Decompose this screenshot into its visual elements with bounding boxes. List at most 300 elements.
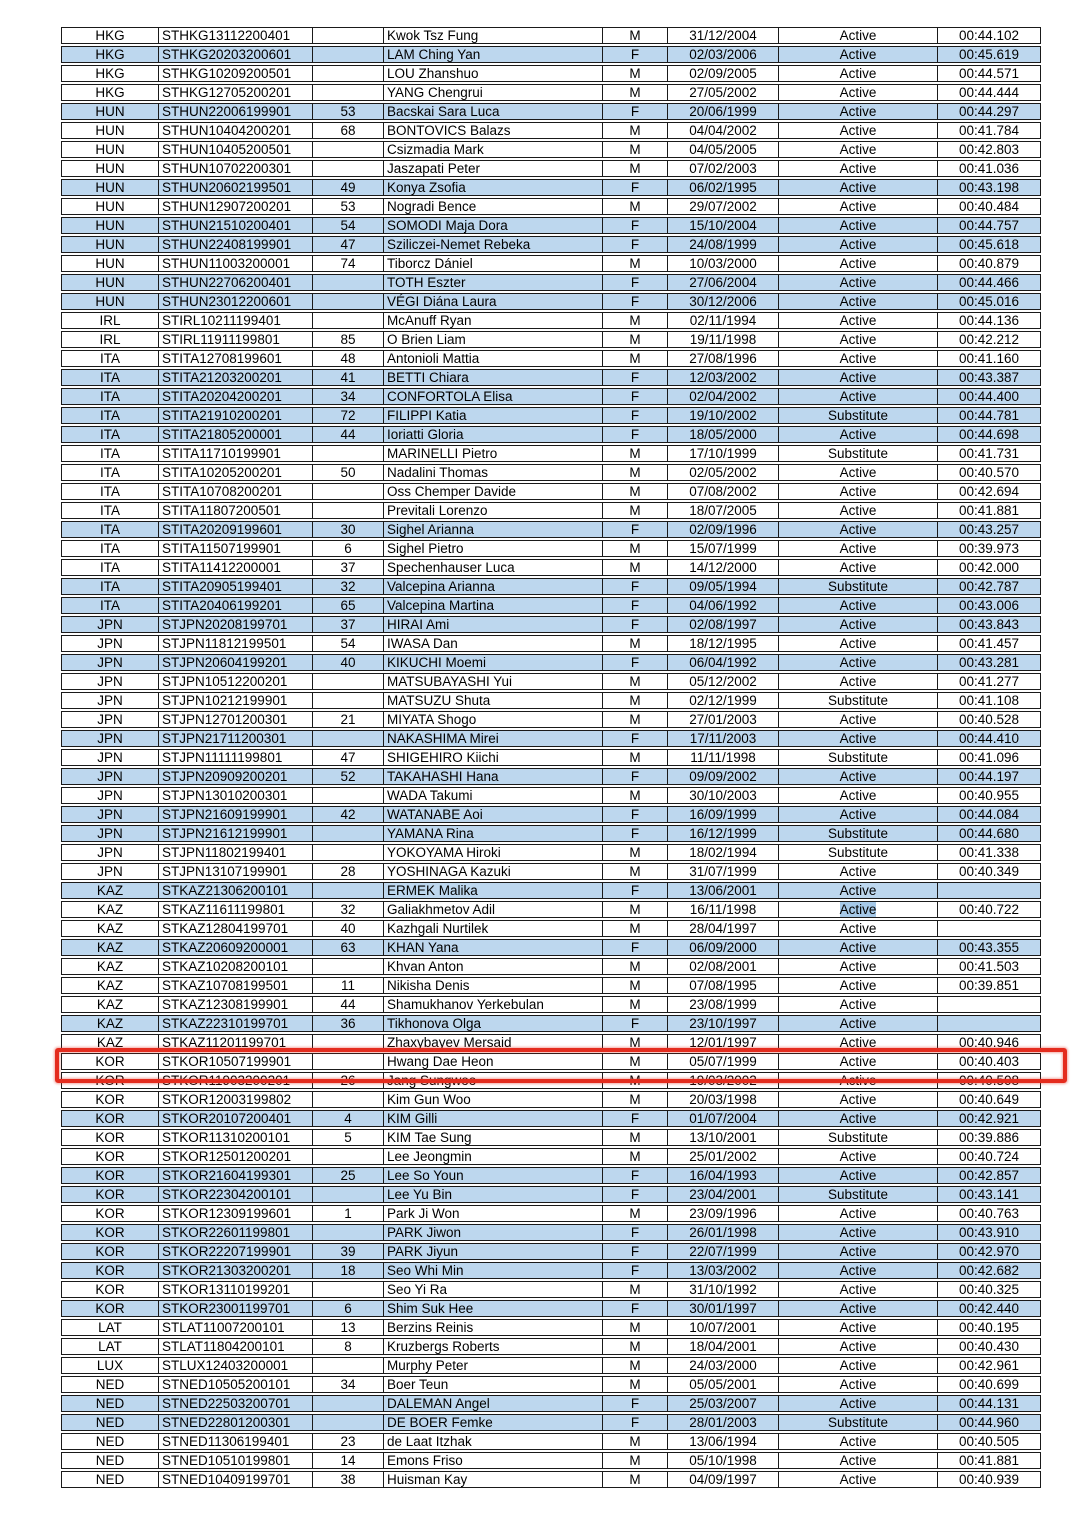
table-row: [61, 939, 1041, 956]
cell-time: 00:41.338: [937, 844, 1041, 861]
cell-gender: F: [602, 426, 667, 443]
cell-gender: F: [602, 1186, 667, 1203]
cell-bib: 34: [312, 1376, 383, 1393]
cell-country: NED: [61, 1433, 158, 1450]
table-row: [61, 1091, 1041, 1108]
cell-birthdate: 11/11/1998: [667, 749, 778, 766]
cell-country: LAT: [61, 1319, 158, 1336]
cell-gender: M: [602, 1034, 667, 1051]
cell-time: 00:43.387: [937, 369, 1041, 386]
cell-birthdate: 25/01/2002: [667, 1148, 778, 1165]
table-row: [61, 1072, 1041, 1089]
cell-gender: M: [602, 844, 667, 861]
cell-gender: F: [602, 1110, 667, 1127]
cell-bib: [312, 445, 383, 462]
cell-status: Active: [778, 464, 937, 481]
cell-gender: M: [602, 559, 667, 576]
cell-code: STHKG12705200201: [158, 84, 312, 101]
cell-name: Park Ji Won: [383, 1205, 602, 1222]
cell-birthdate: 09/05/1994: [667, 578, 778, 595]
cell-name: Oss Chemper Davide: [383, 483, 602, 500]
cell-bib: 18: [312, 1262, 383, 1279]
cell-time: 00:42.970: [937, 1243, 1041, 1260]
cell-name: VÉGI Diána Laura: [383, 293, 602, 310]
cell-country: HKG: [61, 46, 158, 63]
cell-name: Lee So Youn: [383, 1167, 602, 1184]
cell-gender: M: [602, 27, 667, 44]
cell-gender: M: [602, 1129, 667, 1146]
cell-code: STKOR12501200201: [158, 1148, 312, 1165]
cell-name: Kwok Tsz Fung: [383, 27, 602, 44]
cell-gender: M: [602, 350, 667, 367]
table-row: [61, 901, 1041, 918]
table-row: [61, 1015, 1041, 1032]
cell-status: Active: [778, 1091, 937, 1108]
cell-time: 00:39.851: [937, 977, 1041, 994]
cell-time: 00:43.355: [937, 939, 1041, 956]
cell-country: JPN: [61, 768, 158, 785]
cell-name: Lee Jeongmin: [383, 1148, 602, 1165]
cell-gender: F: [602, 578, 667, 595]
cell-code: STKOR22207199901: [158, 1243, 312, 1260]
cell-name: Kruzbergs Roberts: [383, 1338, 602, 1355]
cell-country: HKG: [61, 65, 158, 82]
cell-status: Active: [778, 1300, 937, 1317]
cell-status: Active: [778, 654, 937, 671]
cell-gender: M: [602, 1091, 667, 1108]
cell-name: de Laat Itzhak: [383, 1433, 602, 1450]
cell-gender: M: [602, 996, 667, 1013]
cell-gender: M: [602, 711, 667, 728]
cell-name: PARK Jiyun: [383, 1243, 602, 1260]
cell-bib: [312, 274, 383, 291]
cell-bib: [312, 27, 383, 44]
cell-birthdate: 02/09/1996: [667, 521, 778, 538]
cell-birthdate: 02/09/2005: [667, 65, 778, 82]
cell-gender: F: [602, 1262, 667, 1279]
table-row: [61, 1110, 1041, 1127]
cell-name: Boer Teun: [383, 1376, 602, 1393]
cell-name: TOTH Eszter: [383, 274, 602, 291]
cell-code: STHKG10209200501: [158, 65, 312, 82]
table-row: [61, 1148, 1041, 1165]
cell-time: 00:44.444: [937, 84, 1041, 101]
cell-bib: [312, 502, 383, 519]
cell-birthdate: 02/08/2001: [667, 958, 778, 975]
cell-country: ITA: [61, 540, 158, 557]
cell-country: KOR: [61, 1281, 158, 1298]
cell-time: 00:40.946: [937, 1034, 1041, 1051]
cell-gender: F: [602, 1414, 667, 1431]
cell-bib: [312, 825, 383, 842]
cell-code: STITA21910200201: [158, 407, 312, 424]
table-row: [61, 844, 1041, 861]
cell-code: STJPN21711200301: [158, 730, 312, 747]
cell-gender: F: [602, 103, 667, 120]
cell-bib: [312, 673, 383, 690]
cell-gender: F: [602, 388, 667, 405]
cell-status: Substitute: [778, 578, 937, 595]
cell-time: 00:40.699: [937, 1376, 1041, 1393]
cell-gender: M: [602, 1376, 667, 1393]
cell-code: STKAZ12804199701: [158, 920, 312, 937]
cell-birthdate: 27/08/1996: [667, 350, 778, 367]
cell-name: SHIGEHIRO Kiichi: [383, 749, 602, 766]
cell-name: Kim Gun Woo: [383, 1091, 602, 1108]
table-row: [61, 141, 1041, 158]
cell-status: Active: [778, 1015, 937, 1032]
cell-birthdate: 25/03/2007: [667, 1395, 778, 1412]
cell-birthdate: 30/01/1997: [667, 1300, 778, 1317]
cell-birthdate: 13/10/2001: [667, 1129, 778, 1146]
cell-time: 00:41.503: [937, 958, 1041, 975]
cell-code: STHUN12907200201: [158, 198, 312, 215]
cell-time: 00:44.131: [937, 1395, 1041, 1412]
cell-gender: M: [602, 1471, 667, 1488]
cell-name: TAKAHASHI Hana: [383, 768, 602, 785]
cell-code: STITA11412200001: [158, 559, 312, 576]
cell-name: DE BOER Femke: [383, 1414, 602, 1431]
cell-gender: F: [602, 1167, 667, 1184]
cell-time: 00:42.857: [937, 1167, 1041, 1184]
cell-country: ITA: [61, 350, 158, 367]
cell-gender: F: [602, 1243, 667, 1260]
cell-time: 00:45.619: [937, 46, 1041, 63]
cell-time: 00:44.400: [937, 388, 1041, 405]
cell-gender: M: [602, 198, 667, 215]
cell-code: STKOR23001199701: [158, 1300, 312, 1317]
cell-gender: M: [602, 787, 667, 804]
cell-name: Jang Sungwoo: [383, 1072, 602, 1089]
table-row: [61, 635, 1041, 652]
cell-time: 00:43.281: [937, 654, 1041, 671]
cell-name: Nogradi Bence: [383, 198, 602, 215]
cell-code: STKAZ20609200001: [158, 939, 312, 956]
cell-bib: 8: [312, 1338, 383, 1355]
cell-code: STKOR12003199802: [158, 1091, 312, 1108]
cell-gender: F: [602, 46, 667, 63]
cell-time: 00:42.694: [937, 483, 1041, 500]
cell-code: STLAT11007200101: [158, 1319, 312, 1336]
cell-birthdate: 22/07/1999: [667, 1243, 778, 1260]
cell-status: Active: [778, 616, 937, 633]
table-row: [61, 388, 1041, 405]
cell-birthdate: 27/05/2002: [667, 84, 778, 101]
cell-time: 00:45.618: [937, 236, 1041, 253]
cell-code: STITA21203200201: [158, 369, 312, 386]
table-row: [61, 559, 1041, 576]
cell-bib: 21: [312, 711, 383, 728]
cell-country: HKG: [61, 84, 158, 101]
cell-bib: 13: [312, 1319, 383, 1336]
cell-country: ITA: [61, 578, 158, 595]
table-row: [61, 426, 1041, 443]
cell-gender: M: [602, 160, 667, 177]
cell-bib: 26: [312, 1072, 383, 1089]
cell-gender: F: [602, 882, 667, 899]
cell-bib: 30: [312, 521, 383, 538]
table-row: [61, 1395, 1041, 1412]
table-row: [61, 1433, 1041, 1450]
cell-birthdate: 19/10/2002: [667, 407, 778, 424]
cell-bib: [312, 1395, 383, 1412]
cell-code: STITA20406199201: [158, 597, 312, 614]
cell-time: 00:44.466: [937, 274, 1041, 291]
table-row: [61, 1205, 1041, 1222]
cell-time: 00:43.843: [937, 616, 1041, 633]
cell-name: KIM Gilli: [383, 1110, 602, 1127]
cell-status: Active: [778, 255, 937, 272]
table-row: [61, 920, 1041, 937]
table-row: [61, 1129, 1041, 1146]
cell-status: Active: [778, 426, 937, 443]
cell-gender: M: [602, 1452, 667, 1469]
cell-country: HKG: [61, 27, 158, 44]
cell-name: Konya Zsofia: [383, 179, 602, 196]
cell-birthdate: 05/12/2002: [667, 673, 778, 690]
cell-name: Tiborcz Dániel: [383, 255, 602, 272]
cell-name: Khvan Anton: [383, 958, 602, 975]
cell-status: Active: [778, 730, 937, 747]
cell-birthdate: 16/04/1993: [667, 1167, 778, 1184]
cell-code: STHUN10702200301: [158, 160, 312, 177]
cell-bib: 40: [312, 654, 383, 671]
cell-code: STIRL11911199801: [158, 331, 312, 348]
cell-gender: F: [602, 1015, 667, 1032]
cell-code: STJPN20208199701: [158, 616, 312, 633]
cell-birthdate: 12/03/2002: [667, 369, 778, 386]
cell-status: Active: [778, 559, 937, 576]
cell-status: Active: [778, 1053, 937, 1070]
cell-code: STNED10510199801: [158, 1452, 312, 1469]
cell-status: Active: [778, 369, 937, 386]
cell-gender: M: [602, 977, 667, 994]
cell-time: 00:41.277: [937, 673, 1041, 690]
cell-time: 00:44.102: [937, 27, 1041, 44]
cell-country: KAZ: [61, 996, 158, 1013]
cell-bib: 50: [312, 464, 383, 481]
cell-bib: 37: [312, 616, 383, 633]
cell-gender: M: [602, 65, 667, 82]
cell-status: Active: [778, 1243, 937, 1260]
cell-time: 00:40.763: [937, 1205, 1041, 1222]
cell-name: Tikhonova Olga: [383, 1015, 602, 1032]
cell-status: Substitute: [778, 1414, 937, 1431]
cell-country: KAZ: [61, 958, 158, 975]
table-row: [61, 160, 1041, 177]
cell-bib: 47: [312, 236, 383, 253]
cell-name: Spechenhauser Luca: [383, 559, 602, 576]
cell-birthdate: 14/12/2000: [667, 559, 778, 576]
cell-bib: [312, 1186, 383, 1203]
table-row: [61, 1471, 1041, 1488]
cell-code: STHUN21510200401: [158, 217, 312, 234]
cell-birthdate: 15/07/1999: [667, 540, 778, 557]
cell-birthdate: 18/02/1994: [667, 844, 778, 861]
cell-bib: [312, 692, 383, 709]
cell-code: STKOR13110199201: [158, 1281, 312, 1298]
cell-time: 00:41.881: [937, 502, 1041, 519]
cell-code: STHUN10404200201: [158, 122, 312, 139]
cell-bib: 6: [312, 540, 383, 557]
cell-code: STJPN11802199401: [158, 844, 312, 861]
cell-country: KAZ: [61, 939, 158, 956]
cell-name: Valcepina Martina: [383, 597, 602, 614]
cell-gender: M: [602, 312, 667, 329]
cell-code: STIRL10211199401: [158, 312, 312, 329]
cell-status: Substitute: [778, 445, 937, 462]
cell-country: HUN: [61, 236, 158, 253]
cell-status: Active: [778, 711, 937, 728]
cell-birthdate: 27/01/2003: [667, 711, 778, 728]
cell-name: CONFORTOLA Elisa: [383, 388, 602, 405]
cell-birthdate: 24/08/1999: [667, 236, 778, 253]
cell-gender: F: [602, 768, 667, 785]
table-row: [61, 407, 1041, 424]
cell-country: KAZ: [61, 882, 158, 899]
table-row: [61, 578, 1041, 595]
cell-name: Murphy Peter: [383, 1357, 602, 1374]
cell-bib: [312, 160, 383, 177]
cell-status: Active: [778, 312, 937, 329]
cell-status: Active: [778, 179, 937, 196]
cell-status: Active: [778, 1224, 937, 1241]
cell-birthdate: 31/10/1992: [667, 1281, 778, 1298]
cell-birthdate: 10/07/2001: [667, 1319, 778, 1336]
cell-status: Active: [778, 160, 937, 177]
cell-name: WADA Takumi: [383, 787, 602, 804]
cell-time: 00:42.787: [937, 578, 1041, 595]
cell-time: 00:42.000: [937, 559, 1041, 576]
cell-bib: [312, 1224, 383, 1241]
cell-birthdate: 02/08/1997: [667, 616, 778, 633]
table-row: [61, 654, 1041, 671]
cell-gender: F: [602, 654, 667, 671]
cell-time: 00:40.528: [937, 711, 1041, 728]
cell-status: Active: [778, 46, 937, 63]
cell-gender: M: [602, 692, 667, 709]
cell-birthdate: 23/04/2001: [667, 1186, 778, 1203]
table-row: [61, 958, 1041, 975]
cell-time: 00:42.212: [937, 331, 1041, 348]
cell-code: STKOR10507199901: [158, 1053, 312, 1070]
cell-code: STITA10708200201: [158, 483, 312, 500]
cell-bib: 44: [312, 996, 383, 1013]
cell-code: STJPN21609199901: [158, 806, 312, 823]
cell-status: Active: [778, 483, 937, 500]
cell-gender: F: [602, 616, 667, 633]
cell-birthdate: 16/11/1998: [667, 901, 778, 918]
table-row: [61, 730, 1041, 747]
cell-bib: [312, 730, 383, 747]
cell-code: STJPN12701200301: [158, 711, 312, 728]
cell-birthdate: 05/10/1998: [667, 1452, 778, 1469]
cell-birthdate: 01/07/2004: [667, 1110, 778, 1127]
cell-bib: 1: [312, 1205, 383, 1222]
selected-text-highlight: Active: [839, 902, 877, 917]
cell-bib: 32: [312, 901, 383, 918]
cell-bib: 68: [312, 122, 383, 139]
table-row: [61, 1452, 1041, 1469]
cell-bib: [312, 882, 383, 899]
cell-birthdate: 02/12/1999: [667, 692, 778, 709]
cell-birthdate: 31/07/1999: [667, 863, 778, 880]
cell-country: ITA: [61, 597, 158, 614]
cell-bib: 53: [312, 198, 383, 215]
table-row: [61, 369, 1041, 386]
cell-country: KOR: [61, 1110, 158, 1127]
cell-status: Active: [778, 958, 937, 975]
table-row: [61, 483, 1041, 500]
cell-name: Galiakhmetov Adil: [383, 901, 602, 918]
cell-status: Active: [778, 293, 937, 310]
cell-country: KOR: [61, 1167, 158, 1184]
cell-gender: M: [602, 958, 667, 975]
cell-bib: 74: [312, 255, 383, 272]
cell-gender: M: [602, 1319, 667, 1336]
cell-name: Previtali Lorenzo: [383, 502, 602, 519]
cell-gender: F: [602, 806, 667, 823]
cell-birthdate: 20/06/1999: [667, 103, 778, 120]
table-row: [61, 65, 1041, 82]
cell-country: KOR: [61, 1205, 158, 1222]
cell-country: KOR: [61, 1053, 158, 1070]
cell-birthdate: 15/10/2004: [667, 217, 778, 234]
cell-code: STJPN11812199501: [158, 635, 312, 652]
cell-birthdate: 16/09/1999: [667, 806, 778, 823]
cell-country: HUN: [61, 198, 158, 215]
cell-bib: 85: [312, 331, 383, 348]
cell-country: ITA: [61, 464, 158, 481]
table-row: [61, 977, 1041, 994]
cell-code: STHKG20203200601: [158, 46, 312, 63]
cell-status: Active: [778, 388, 937, 405]
cell-birthdate: 10/03/2000: [667, 255, 778, 272]
cell-name: Emons Friso: [383, 1452, 602, 1469]
cell-time: 00:41.784: [937, 122, 1041, 139]
cell-birthdate: 26/01/1998: [667, 1224, 778, 1241]
cell-status: Substitute: [778, 1129, 937, 1146]
cell-country: HUN: [61, 160, 158, 177]
cell-gender: M: [602, 122, 667, 139]
cell-time: [937, 996, 1041, 1013]
cell-time: 00:40.430: [937, 1338, 1041, 1355]
cell-name: Nikisha Denis: [383, 977, 602, 994]
cell-country: JPN: [61, 863, 158, 880]
cell-country: ITA: [61, 369, 158, 386]
cell-time: 00:41.160: [937, 350, 1041, 367]
cell-code: STJPN10212199901: [158, 692, 312, 709]
cell-bib: [312, 787, 383, 804]
cell-name: WATANABE Aoi: [383, 806, 602, 823]
cell-name: Shamukhanov Yerkebulan: [383, 996, 602, 1013]
cell-gender: M: [602, 901, 667, 918]
cell-country: KAZ: [61, 901, 158, 918]
table-row: [61, 597, 1041, 614]
cell-bib: 23: [312, 1433, 383, 1450]
cell-gender: M: [602, 1205, 667, 1222]
cell-time: 00:40.505: [937, 1433, 1041, 1450]
cell-birthdate: 19/11/1998: [667, 331, 778, 348]
cell-country: LUX: [61, 1357, 158, 1374]
cell-status: Active: [778, 787, 937, 804]
cell-country: LAT: [61, 1338, 158, 1355]
cell-birthdate: 31/12/2004: [667, 27, 778, 44]
cell-time: 00:41.036: [937, 160, 1041, 177]
cell-birthdate: 19/03/2002: [667, 1072, 778, 1089]
cell-birthdate: 04/05/2005: [667, 141, 778, 158]
cell-time: 00:40.722: [937, 901, 1041, 918]
